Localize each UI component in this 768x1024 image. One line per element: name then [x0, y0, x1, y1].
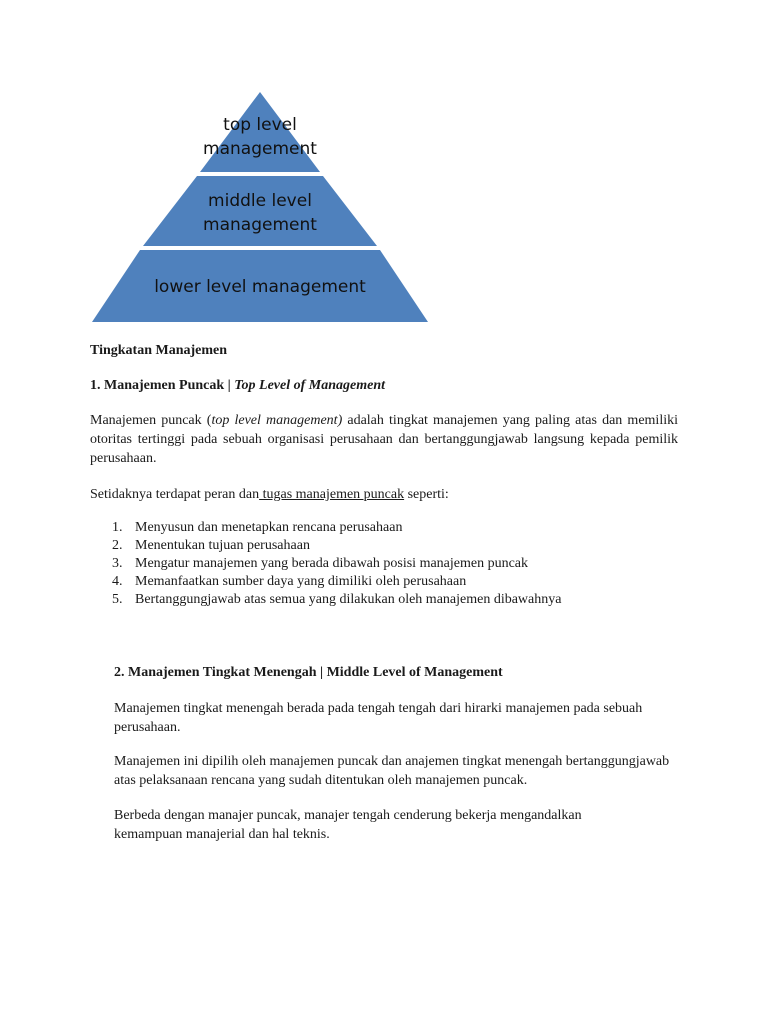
list-number: 2. [112, 538, 123, 553]
section1-paragraph-1 [90, 411, 678, 468]
section2-paragraph-2: Manajemen ini dipilih oleh manajemen puncak dan anajemen tingkat menengah bertanggungjawab atas pelaksanaan rencana yang sudah ditentukan oleh manajemen puncak. [114, 754, 670, 788]
section1-title-bold: 1. Manajemen Puncak | [90, 378, 235, 393]
pyramid-middle-label-line1: middle level [208, 191, 312, 211]
pyramid-middle-tier [143, 176, 377, 246]
list-item [90, 591, 561, 609]
list-item [90, 537, 561, 555]
list-text: Bertanggungjawab atas semua yang dilakukan oleh manajemen dibawahnya [135, 592, 562, 607]
list-text: Mengatur manajemen yang berada dibawah posisi manajemen puncak [135, 556, 529, 571]
tugas-manajemen-puncak-link[interactable]: tugas manajemen puncak [259, 487, 405, 502]
pyramid-top-label-line1: top level [223, 115, 297, 135]
para2-text-b: seperti: [404, 487, 449, 502]
list-number: 3. [112, 556, 123, 571]
para1-text-a: Manajemen puncak ( [90, 413, 212, 428]
list-text: Menentukan tujuan perusahaan [135, 538, 310, 553]
section2-paragraph-1: Manajemen tingkat menengah berada pada tengah tengah dari hirarki manajemen pada sebuah perusahaan. [114, 701, 643, 735]
section1-list [90, 519, 561, 609]
page-heading: Tingkatan Manajemen [90, 343, 228, 358]
list-number: 1. [112, 520, 123, 535]
section1-title-italic: Top Level of Management [234, 378, 385, 393]
section2-title: 2. Manajemen Tingkat Menengah | Middle Level of Management [114, 665, 503, 680]
para2-text-a: Setidaknya terdapat peran dan [90, 487, 260, 502]
list-text: Menyusun dan menetapkan rencana perusahaan [135, 520, 403, 535]
list-item [90, 573, 561, 591]
list-item [90, 555, 561, 573]
section1-title [90, 376, 385, 395]
section1-paragraph-2 [90, 485, 449, 504]
management-pyramid-diagram [88, 90, 432, 326]
para1-text-italic: top level management) [211, 413, 343, 428]
pyramid-top-label-line2: management [203, 139, 317, 159]
para1-text-b: adalah tingkat manajemen yang paling atas dan memiliki otoritas tertinggi pada sebuah organisasi perusahaan dan bertanggungjawab langsung kepada pemilik perusahaan. [90, 413, 678, 466]
list-number: 5. [112, 592, 123, 607]
pyramid-bottom-label: lower level management [154, 277, 366, 297]
list-item [90, 519, 561, 537]
section2-paragraph-3: Berbeda dengan manajer puncak, manajer tengah cenderung bekerja mengandalkan kemampuan manajerial dan hal teknis. [114, 808, 582, 842]
list-text: Memanfaatkan sumber daya yang dimiliki oleh perusahaan [135, 574, 467, 589]
list-number: 4. [112, 574, 123, 589]
pyramid-middle-label-line2: management [203, 215, 317, 235]
